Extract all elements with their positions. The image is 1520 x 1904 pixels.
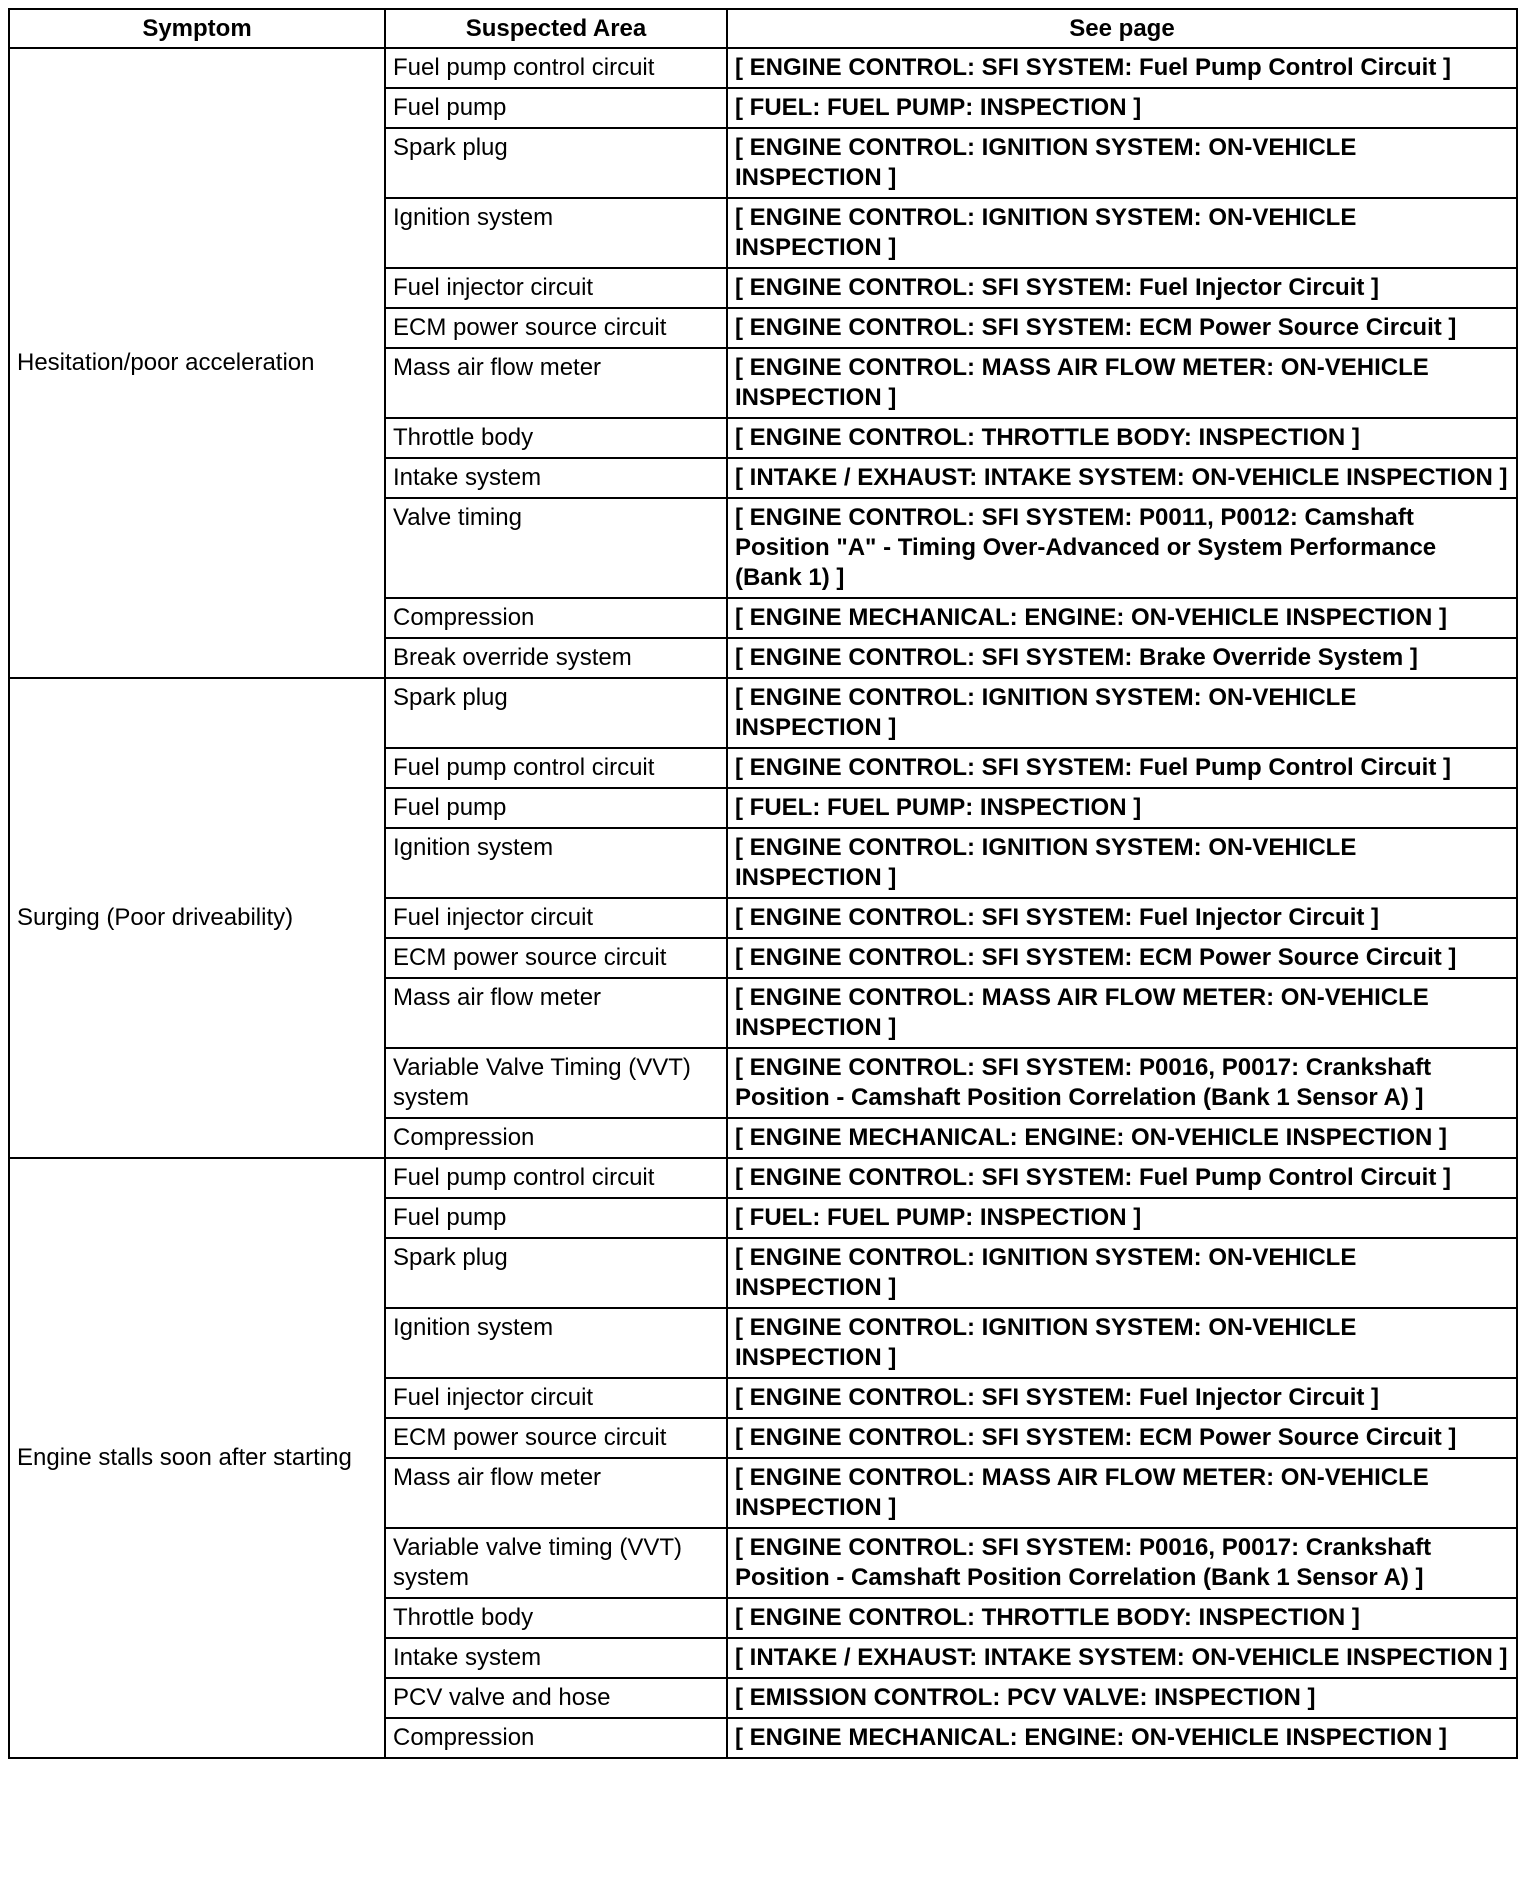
suspected-area-cell: Compression: [385, 598, 727, 638]
see-page-link[interactable]: [ ENGINE CONTROL: SFI SYSTEM: Fuel Injector Circuit ]: [727, 268, 1517, 308]
suspected-area-cell: Spark plug: [385, 1238, 727, 1308]
suspected-area-cell: Fuel pump: [385, 1198, 727, 1238]
suspected-area-cell: Intake system: [385, 1638, 727, 1678]
see-page-link[interactable]: [ FUEL: FUEL PUMP: INSPECTION ]: [727, 88, 1517, 128]
table-row: [9, 48, 1517, 88]
see-page-link[interactable]: [ ENGINE CONTROL: SFI SYSTEM: P0016, P0017: Crankshaft Position - Camshaft Position Correlation (Bank 1 Sensor A) ]: [727, 1528, 1517, 1598]
suspected-area-cell: Ignition system: [385, 828, 727, 898]
suspected-area-cell: ECM power source circuit: [385, 308, 727, 348]
see-page-link[interactable]: [ ENGINE CONTROL: THROTTLE BODY: INSPECTION ]: [727, 1598, 1517, 1638]
see-page-link[interactable]: [ ENGINE CONTROL: IGNITION SYSTEM: ON-VEHICLE INSPECTION ]: [727, 1308, 1517, 1378]
suspected-area-cell: Variable valve timing (VVT) system: [385, 1528, 727, 1598]
suspected-area-cell: Intake system: [385, 458, 727, 498]
see-page-link[interactable]: [ ENGINE CONTROL: SFI SYSTEM: Fuel Injector Circuit ]: [727, 1378, 1517, 1418]
suspected-area-cell: Throttle body: [385, 1598, 727, 1638]
suspected-area-cell: Fuel pump control circuit: [385, 1158, 727, 1198]
suspected-area-cell: Ignition system: [385, 1308, 727, 1378]
symptom-cell: Hesitation/poor acceleration: [9, 48, 385, 678]
see-page-link[interactable]: [ ENGINE CONTROL: SFI SYSTEM: ECM Power Source Circuit ]: [727, 1418, 1517, 1458]
see-page-link[interactable]: [ ENGINE MECHANICAL: ENGINE: ON-VEHICLE INSPECTION ]: [727, 1118, 1517, 1158]
see-page-link[interactable]: [ ENGINE CONTROL: IGNITION SYSTEM: ON-VEHICLE INSPECTION ]: [727, 198, 1517, 268]
see-page-link[interactable]: [ ENGINE CONTROL: SFI SYSTEM: ECM Power Source Circuit ]: [727, 308, 1517, 348]
see-page-link[interactable]: [ ENGINE CONTROL: SFI SYSTEM: Fuel Pump Control Circuit ]: [727, 48, 1517, 88]
table-body: [9, 48, 1517, 1758]
suspected-area-cell: Fuel injector circuit: [385, 898, 727, 938]
suspected-area-cell: Ignition system: [385, 198, 727, 268]
see-page-link[interactable]: [ ENGINE CONTROL: MASS AIR FLOW METER: ON-VEHICLE INSPECTION ]: [727, 348, 1517, 418]
see-page-link[interactable]: [ ENGINE CONTROL: THROTTLE BODY: INSPECTION ]: [727, 418, 1517, 458]
header-suspected-area: Suspected Area: [385, 9, 727, 48]
suspected-area-cell: ECM power source circuit: [385, 1418, 727, 1458]
suspected-area-cell: Compression: [385, 1118, 727, 1158]
see-page-link[interactable]: [ ENGINE CONTROL: IGNITION SYSTEM: ON-VEHICLE INSPECTION ]: [727, 128, 1517, 198]
see-page-link[interactable]: [ INTAKE / EXHAUST: INTAKE SYSTEM: ON-VEHICLE INSPECTION ]: [727, 458, 1517, 498]
see-page-link[interactable]: [ ENGINE CONTROL: SFI SYSTEM: ECM Power Source Circuit ]: [727, 938, 1517, 978]
see-page-link[interactable]: [ ENGINE CONTROL: SFI SYSTEM: Fuel Injector Circuit ]: [727, 898, 1517, 938]
suspected-area-cell: Fuel pump control circuit: [385, 48, 727, 88]
suspected-area-cell: Fuel pump control circuit: [385, 748, 727, 788]
suspected-area-cell: Throttle body: [385, 418, 727, 458]
see-page-link[interactable]: [ ENGINE CONTROL: IGNITION SYSTEM: ON-VEHICLE INSPECTION ]: [727, 828, 1517, 898]
header-see-page: See page: [727, 9, 1517, 48]
suspected-area-cell: Spark plug: [385, 128, 727, 198]
header-symptom: Symptom: [9, 9, 385, 48]
see-page-link[interactable]: [ ENGINE CONTROL: IGNITION SYSTEM: ON-VEHICLE INSPECTION ]: [727, 678, 1517, 748]
header-row: [9, 9, 1517, 48]
suspected-area-cell: ECM power source circuit: [385, 938, 727, 978]
see-page-link[interactable]: [ EMISSION CONTROL: PCV VALVE: INSPECTION ]: [727, 1678, 1517, 1718]
see-page-link[interactable]: [ ENGINE CONTROL: SFI SYSTEM: Fuel Pump Control Circuit ]: [727, 748, 1517, 788]
see-page-link[interactable]: [ ENGINE CONTROL: SFI SYSTEM: P0016, P0017: Crankshaft Position - Camshaft Position Correlation (Bank 1 Sensor A) ]: [727, 1048, 1517, 1118]
see-page-link[interactable]: [ ENGINE CONTROL: SFI SYSTEM: P0011, P0012: Camshaft Position "A" - Timing Over-Advanced or System Performance (Bank 1) ]: [727, 498, 1517, 598]
suspected-area-cell: PCV valve and hose: [385, 1678, 727, 1718]
suspected-area-cell: Variable Valve Timing (VVT) system: [385, 1048, 727, 1118]
suspected-area-cell: Mass air flow meter: [385, 348, 727, 418]
table-row: [9, 678, 1517, 748]
see-page-link[interactable]: [ ENGINE MECHANICAL: ENGINE: ON-VEHICLE INSPECTION ]: [727, 1718, 1517, 1758]
suspected-area-cell: Mass air flow meter: [385, 978, 727, 1048]
suspected-area-cell: Fuel injector circuit: [385, 1378, 727, 1418]
table-row: [9, 1158, 1517, 1198]
see-page-link[interactable]: [ FUEL: FUEL PUMP: INSPECTION ]: [727, 788, 1517, 828]
see-page-link[interactable]: [ ENGINE CONTROL: MASS AIR FLOW METER: ON-VEHICLE INSPECTION ]: [727, 978, 1517, 1048]
symptom-cell: Engine stalls soon after starting: [9, 1158, 385, 1758]
suspected-area-cell: Valve timing: [385, 498, 727, 598]
suspected-area-cell: Fuel injector circuit: [385, 268, 727, 308]
suspected-area-cell: Fuel pump: [385, 788, 727, 828]
problem-symptoms-table: [8, 8, 1518, 1759]
symptom-cell: Surging (Poor driveability): [9, 678, 385, 1158]
suspected-area-cell: Mass air flow meter: [385, 1458, 727, 1528]
see-page-link[interactable]: [ ENGINE CONTROL: MASS AIR FLOW METER: ON-VEHICLE INSPECTION ]: [727, 1458, 1517, 1528]
suspected-area-cell: Break override system: [385, 638, 727, 678]
see-page-link[interactable]: [ ENGINE MECHANICAL: ENGINE: ON-VEHICLE INSPECTION ]: [727, 598, 1517, 638]
suspected-area-cell: Spark plug: [385, 678, 727, 748]
see-page-link[interactable]: [ INTAKE / EXHAUST: INTAKE SYSTEM: ON-VEHICLE INSPECTION ]: [727, 1638, 1517, 1678]
suspected-area-cell: Compression: [385, 1718, 727, 1758]
suspected-area-cell: Fuel pump: [385, 88, 727, 128]
see-page-link[interactable]: [ ENGINE CONTROL: SFI SYSTEM: Brake Override System ]: [727, 638, 1517, 678]
see-page-link[interactable]: [ ENGINE CONTROL: SFI SYSTEM: Fuel Pump Control Circuit ]: [727, 1158, 1517, 1198]
see-page-link[interactable]: [ FUEL: FUEL PUMP: INSPECTION ]: [727, 1198, 1517, 1238]
see-page-link[interactable]: [ ENGINE CONTROL: IGNITION SYSTEM: ON-VEHICLE INSPECTION ]: [727, 1238, 1517, 1308]
